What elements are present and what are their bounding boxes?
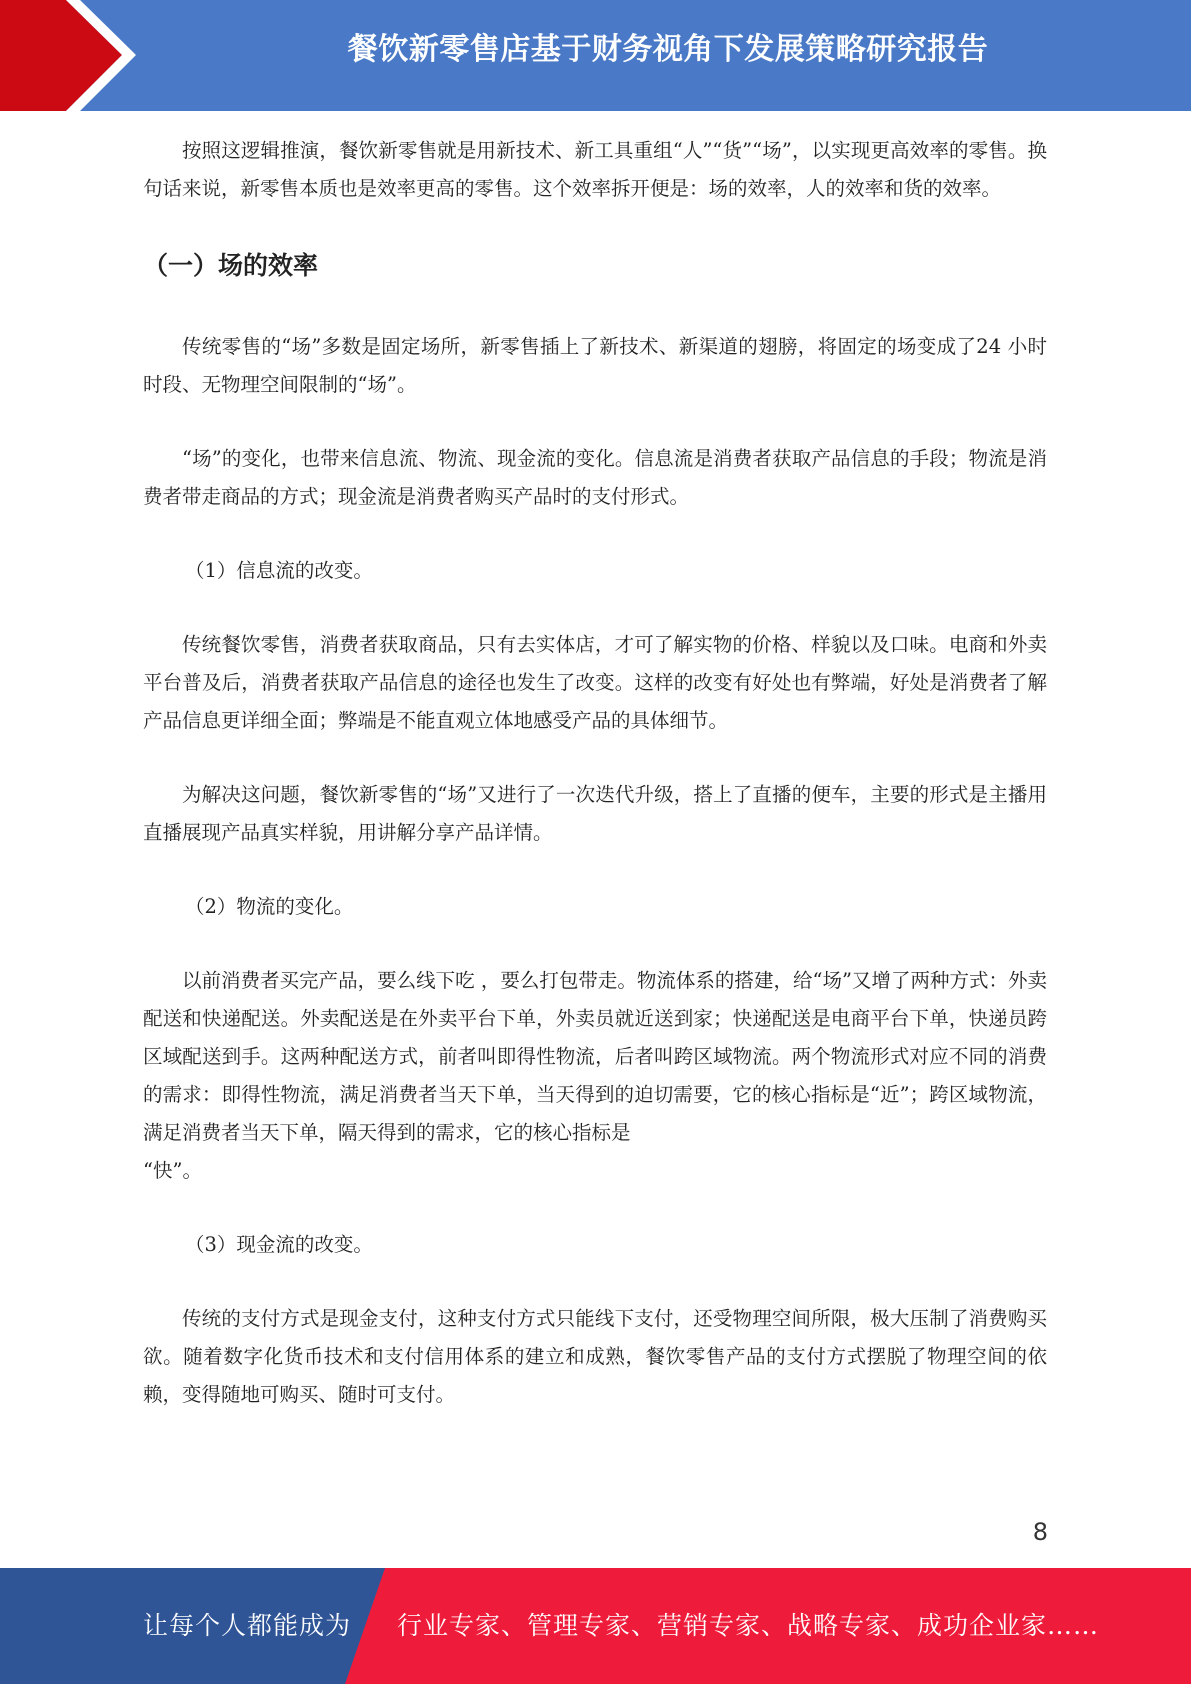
section-heading: （一）场的效率	[143, 251, 319, 280]
subsection-label: （3）现金流的改变。	[185, 1233, 373, 1256]
body-paragraph: 传统零售的“场”多数是固定场所，新零售插上了新技术、新渠道的翅膀，将固定的场变成了24 小时时段、无物理空间限制的“场”。	[143, 335, 1047, 396]
intro-paragraph: 按照这逻辑推演，餐饮新零售就是用新技术、新工具重组“人”“货”“场”，以实现更高效率的零售。换句话来说，新零售本质也是效率更高的零售。这个效率拆开便是：场的效率，人的效率和货的效率。	[143, 139, 1047, 200]
subsection-label: （2）物流的变化。	[185, 895, 354, 918]
page-footer-banner	[0, 1568, 1191, 1684]
subsection-label: （1）信息流的改变。	[185, 559, 373, 582]
document-title: 餐饮新零售店基于财务视角下发展策略研究报告	[347, 32, 989, 67]
footer-slogan-right: 行业专家、管理专家、营销专家、战略专家、成功企业家……	[397, 1611, 1100, 1640]
page-number: 8	[1032, 1518, 1048, 1546]
body-paragraph-tail: “快”。	[143, 1159, 202, 1182]
footer-slogan-left: 让每个人都能成为	[143, 1611, 352, 1640]
body-paragraph: 传统餐饮零售，消费者获取商品，只有去实体店，才可了解实物的价格、样貌以及口味。电商和外卖平台普及后，消费者获取产品信息的途径也发生了改变。这样的改变有好处也有弊端，好处是消费者了解产品信息更详细全面；弊端是不能直观立体地感受产品的具体细节。	[143, 633, 1047, 732]
body-paragraph: 传统的支付方式是现金支付，这种支付方式只能线下支付，还受物理空间所限，极大压制了消费购买欲。随着数字化货币技术和支付信用体系的建立和成熟，餐饮零售产品的支付方式摆脱了物理空间的依赖，变得随地可购买、随时可支付。	[143, 1307, 1047, 1406]
body-paragraph: 为解决这问题，餐饮新零售的“场”又进行了一次迭代升级，搭上了直播的便车，主要的形式是主播用直播展现产品真实样貌，用讲解分享产品详情。	[143, 783, 1047, 844]
body-paragraph: 以前消费者买完产品，要么线下吃 ，要么打包带走。物流体系的搭建，给“场”又增了两种方式：外卖配送和快递配送。外卖配送是在外卖平台下单，外卖员就近送到家；快递配送是电商平台下单，快递员跨区域配送到手。这两种配送方式，前者叫即得性物流，后者叫跨区域物流。两个物流形式对应不同的消费的需求：即得性物流，满足消费者当天下单，当天得到的迫切需要，它的核心指标是“近”；跨区域物流，满足消费者当天下单，隔天得到的需求，它的核心指标是	[143, 969, 1047, 1144]
page-header-banner	[0, 0, 1191, 111]
body-paragraph: “场”的变化，也带来信息流、物流、现金流的变化。信息流是消费者获取产品信息的手段；物流是消费者带走商品的方式；现金流是消费者购买产品时的支付形式。	[143, 447, 1047, 508]
document-body	[143, 132, 1047, 1414]
header-chevron-decoration	[0, 0, 150, 111]
